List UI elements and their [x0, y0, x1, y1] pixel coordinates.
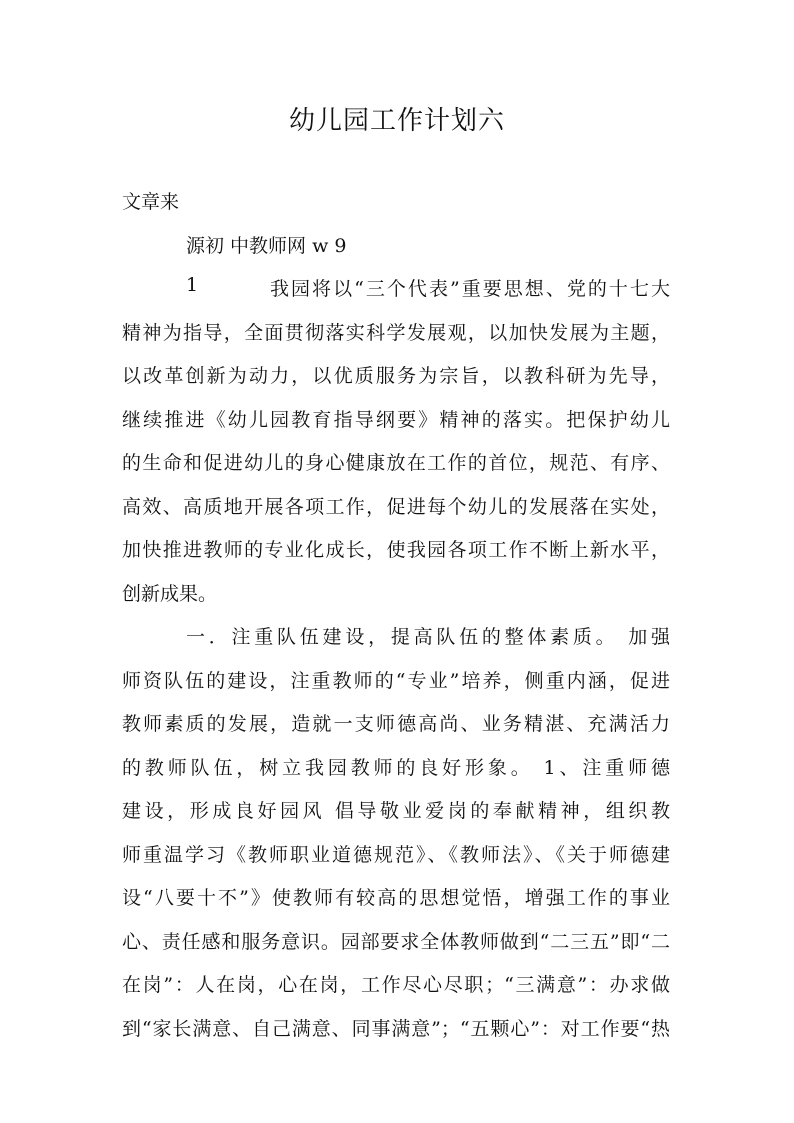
document-title: 幼儿园工作计划六: [288, 106, 505, 136]
body-line-10: 师资队伍的建设，注重教师的“专业”培养，侧重内涵，促进: [122, 670, 670, 692]
source-line-1: 文章来: [122, 191, 180, 213]
body-line-4: 继续推进《幼儿园教育指导纲要》精神的落实。把保护幼儿: [122, 409, 670, 431]
section-heading-1: 一．注重队伍建设，提高队伍的整体素质。 加强: [186, 626, 670, 648]
body-line-8: 创新成果。: [122, 583, 218, 605]
body-line-1: 我园将以“三个代表”重要思想、党的十七大: [270, 278, 670, 300]
body-line-7: 加快推进教师的专业化成长，使我园各项工作不断上新水平，: [122, 539, 670, 561]
source-line-2: 源初 中教师网 w 9: [186, 235, 347, 257]
body-line-18: 到“家长满意、自己满意、同事满意”；“五颗心”：对工作要“热: [122, 1018, 670, 1040]
body-line-13: 建设，形成良好园风 倡导敬业爱岗的奉献精神，组织教: [122, 800, 670, 822]
body-line-3: 以改革创新为动力，以优质服务为宗旨，以教科研为先导，: [122, 365, 670, 387]
body-line-2: 精神为指导，全面贯彻落实科学发展观，以加快发展为主题，: [122, 322, 670, 344]
body-line-5: 的生命和促进幼儿的身心健康放在工作的首位，规范、有序、: [122, 452, 670, 474]
body-line-17: 在岗”：人在岗，心在岗，工作尽心尽职；“三满意”：办求做: [122, 974, 670, 996]
body-line-11: 教师素质的发展，造就一支师德高尚、业务精湛、充满活力: [122, 713, 670, 735]
body-line-15: 设“八要十不”》使教师有较高的思想觉悟，增强工作的事业: [122, 887, 670, 909]
body-line-12: 的教师队伍，树立我园教师的良好形象。 1、注重师德: [122, 757, 670, 779]
source-number: 1: [186, 274, 199, 296]
body-line-14: 师重温学习《教师职业道德规范》、《教师法》、《关于师德建: [122, 844, 670, 866]
body-line-6: 高效、高质地开展各项工作，促进每个幼儿的发展落在实处，: [122, 496, 670, 518]
body-line-16: 心、责任感和服务意识。园部要求全体教师做到“二三五”即“二: [122, 931, 670, 953]
